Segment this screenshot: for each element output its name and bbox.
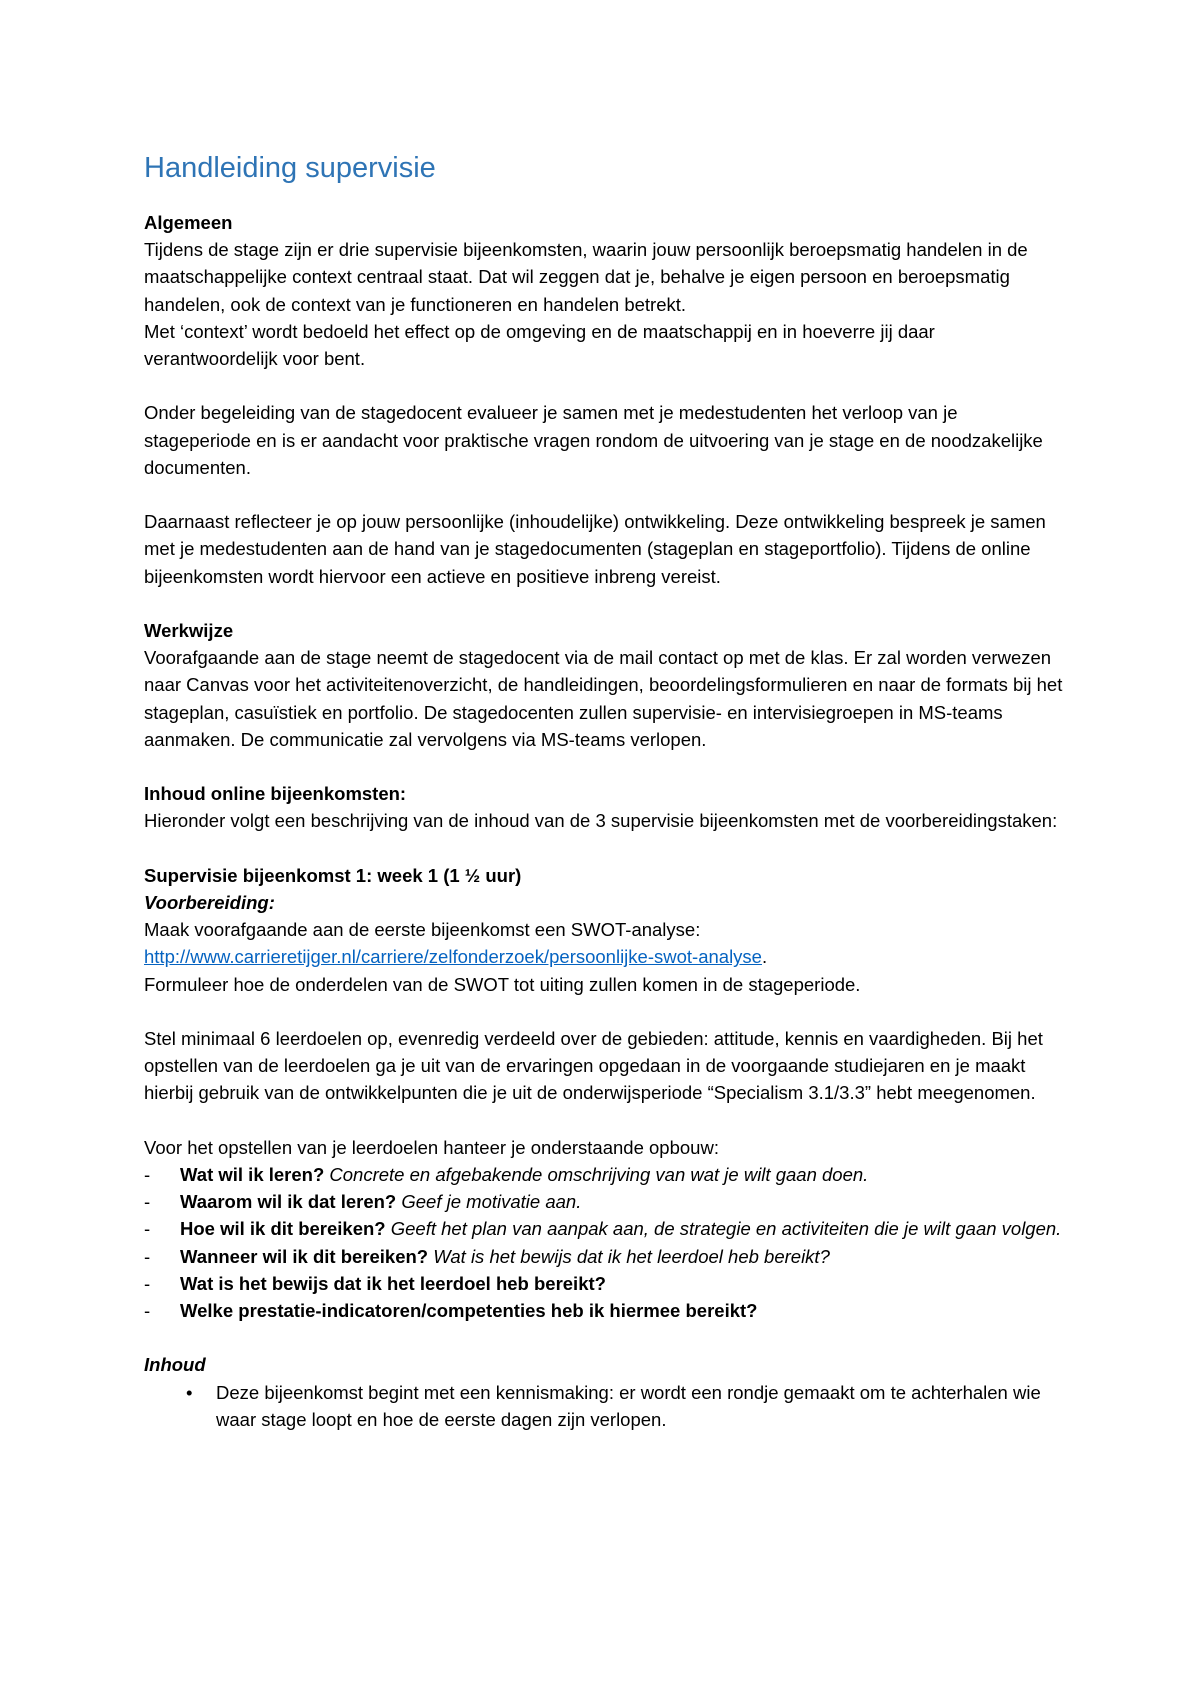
swot-analyse-link[interactable]: http://www.carrieretijger.nl/carriere/zelfonderzoek/persoonlijke-swot-analyse bbox=[144, 946, 762, 968]
list-item bbox=[144, 1188, 1064, 1215]
inhoud-list bbox=[144, 1379, 1064, 1433]
list-item-question: Hoe wil ik dit bereiken? bbox=[180, 1218, 386, 1240]
paragraph: Met ‘context’ wordt bedoeld het effect op de omgeving en de maatschappij en in hoeverre jij daar verantwoordelijk voor bent. bbox=[144, 320, 935, 370]
list-item bbox=[144, 1215, 1064, 1242]
list-item-answer: Wat is het bewijs dat ik het leerdoel heb bereikt? bbox=[428, 1245, 830, 1267]
paragraph: Hieronder volgt een beschrijving van de inhoud van de 3 supervisie bijeenkomsten met de voorbereidingstaken: bbox=[144, 810, 1058, 832]
dash-marker: - bbox=[144, 1245, 151, 1267]
link-line bbox=[144, 943, 1064, 970]
subheading-inhoud: Inhoud bbox=[144, 1354, 206, 1376]
list-item-text: Deze bijeenkomst begint met een kennismaking: er wordt een rondje gemaakt om te achterhalen wie waar stage loopt en hoe de eerste dagen zijn verlopen. bbox=[216, 1381, 1041, 1430]
section-heading-algemeen: Algemeen bbox=[144, 212, 233, 233]
dash-marker: - bbox=[144, 1300, 151, 1322]
section-heading-inhoud-online: Inhoud online bijeenkomsten: bbox=[144, 783, 407, 805]
list-item-question: Wat wil ik leren? bbox=[180, 1164, 325, 1185]
section-heading-bijeenkomst-1: Supervisie bijeenkomst 1: week 1 (1 ½ uur) bbox=[144, 864, 522, 886]
paragraph: Onder begeleiding van de stagedocent evalueer je samen met je medestudenten het verloop van je stageperiode en is er aandacht voor praktische vragen rondom de uitvoering van je stage en de noodzakelijke documenten. bbox=[144, 402, 1043, 478]
section-algemeen bbox=[144, 209, 1064, 590]
list-item bbox=[144, 1270, 1064, 1297]
dash-marker: - bbox=[144, 1164, 151, 1185]
paragraph: Tijdens de stage zijn er drie supervisie bijeenkomsten, waarin jouw persoonlijk beroepsmatig handelen in de maatschappelijke context centraal staat. Dat wil zeggen dat je, behalve je eigen persoon en beroepsmatig handelen, ook de context van je functioneren en handelen betrekt. bbox=[144, 239, 1028, 315]
opbouw-list bbox=[144, 1161, 1064, 1324]
list-item-answer: Geeft het plan van aanpak aan, de strategie en activiteiten die je wilt gaan volgen. bbox=[385, 1218, 1062, 1240]
section-bijeenkomst-1 bbox=[144, 862, 1064, 1433]
list-item bbox=[144, 1297, 1064, 1324]
list-item bbox=[144, 1379, 1064, 1433]
dash-marker: - bbox=[144, 1218, 151, 1240]
paragraph: Daarnaast reflecteer je op jouw persoonlijke (inhoudelijke) ontwikkeling. Deze ontwikkeling bespreek je samen met je medestudenten aan de hand van je stagedocumenten (stageplan en stageportfolio). Tijdens de online bijeenkomsten wordt hiervoor een actieve en positieve inbreng vereist. bbox=[144, 511, 1046, 587]
link-suffix: . bbox=[761, 946, 768, 968]
paragraph: Voorafgaande aan de stage neemt de stagedocent via de mail contact op met de klas. Er zal worden verwezen naar Canvas voor het activiteitenoverzicht, de handleidingen, beoordelingsformulieren en naar de formats bij het stageplan, casuïstiek en portfolio. De stagedocenten zullen supervisie- en intervisiegroepen in MS-teams aanmaken. De communicatie zal vervolgens via MS-teams verlopen. bbox=[144, 647, 1063, 750]
paragraph: Voor het opstellen van je leerdoelen hanteer je onderstaande opbouw: bbox=[144, 1136, 719, 1158]
section-heading-werkwijze: Werkwijze bbox=[144, 620, 234, 641]
dash-marker: - bbox=[144, 1191, 151, 1213]
list-item-question: Wanneer wil ik dit bereiken? bbox=[180, 1245, 429, 1267]
list-item bbox=[144, 1161, 1064, 1188]
list-item-question: Welke prestatie-indicatoren/competenties heb ik hiermee bereikt? bbox=[180, 1300, 758, 1322]
document-title: Handleiding supervisie bbox=[144, 152, 436, 184]
section-werkwijze bbox=[144, 617, 1064, 753]
list-item-answer: Geef je motivatie aan. bbox=[396, 1191, 582, 1213]
paragraph: Formuleer hoe de onderdelen van de SWOT tot uiting zullen komen in de stageperiode. bbox=[144, 973, 861, 995]
subheading-voorbereiding: Voorbereiding: bbox=[144, 892, 275, 913]
section-inhoud-online bbox=[144, 780, 1064, 834]
dash-marker: - bbox=[144, 1272, 151, 1294]
list-item-answer: Concrete en afgebakende omschrijving van wat je wilt gaan doen. bbox=[324, 1164, 869, 1185]
paragraph: Stel minimaal 6 leerdoelen op, evenredig verdeeld over de gebieden: attitude, kennis en vaardigheden. Bij het opstellen van de leerdoelen ga je uit van de ervaringen opgedaan in de voorgaande studiejaren en je maakt hierbij gebruik van de ontwikkelpunten die je uit de onderwijsperiode “Specialism 3.1/3.3” hebt meegenomen. bbox=[144, 1028, 1043, 1104]
list-item bbox=[144, 1243, 1064, 1270]
list-item-question: Wat is het bewijs dat ik het leerdoel heb bereikt? bbox=[180, 1272, 606, 1294]
paragraph: Maak voorafgaande aan de eerste bijeenkomst een SWOT-analyse: bbox=[144, 919, 701, 941]
list-item-question: Waarom wil ik dat leren? bbox=[180, 1191, 397, 1213]
document-page bbox=[144, 150, 1064, 1433]
bullet-marker: • bbox=[186, 1381, 193, 1403]
